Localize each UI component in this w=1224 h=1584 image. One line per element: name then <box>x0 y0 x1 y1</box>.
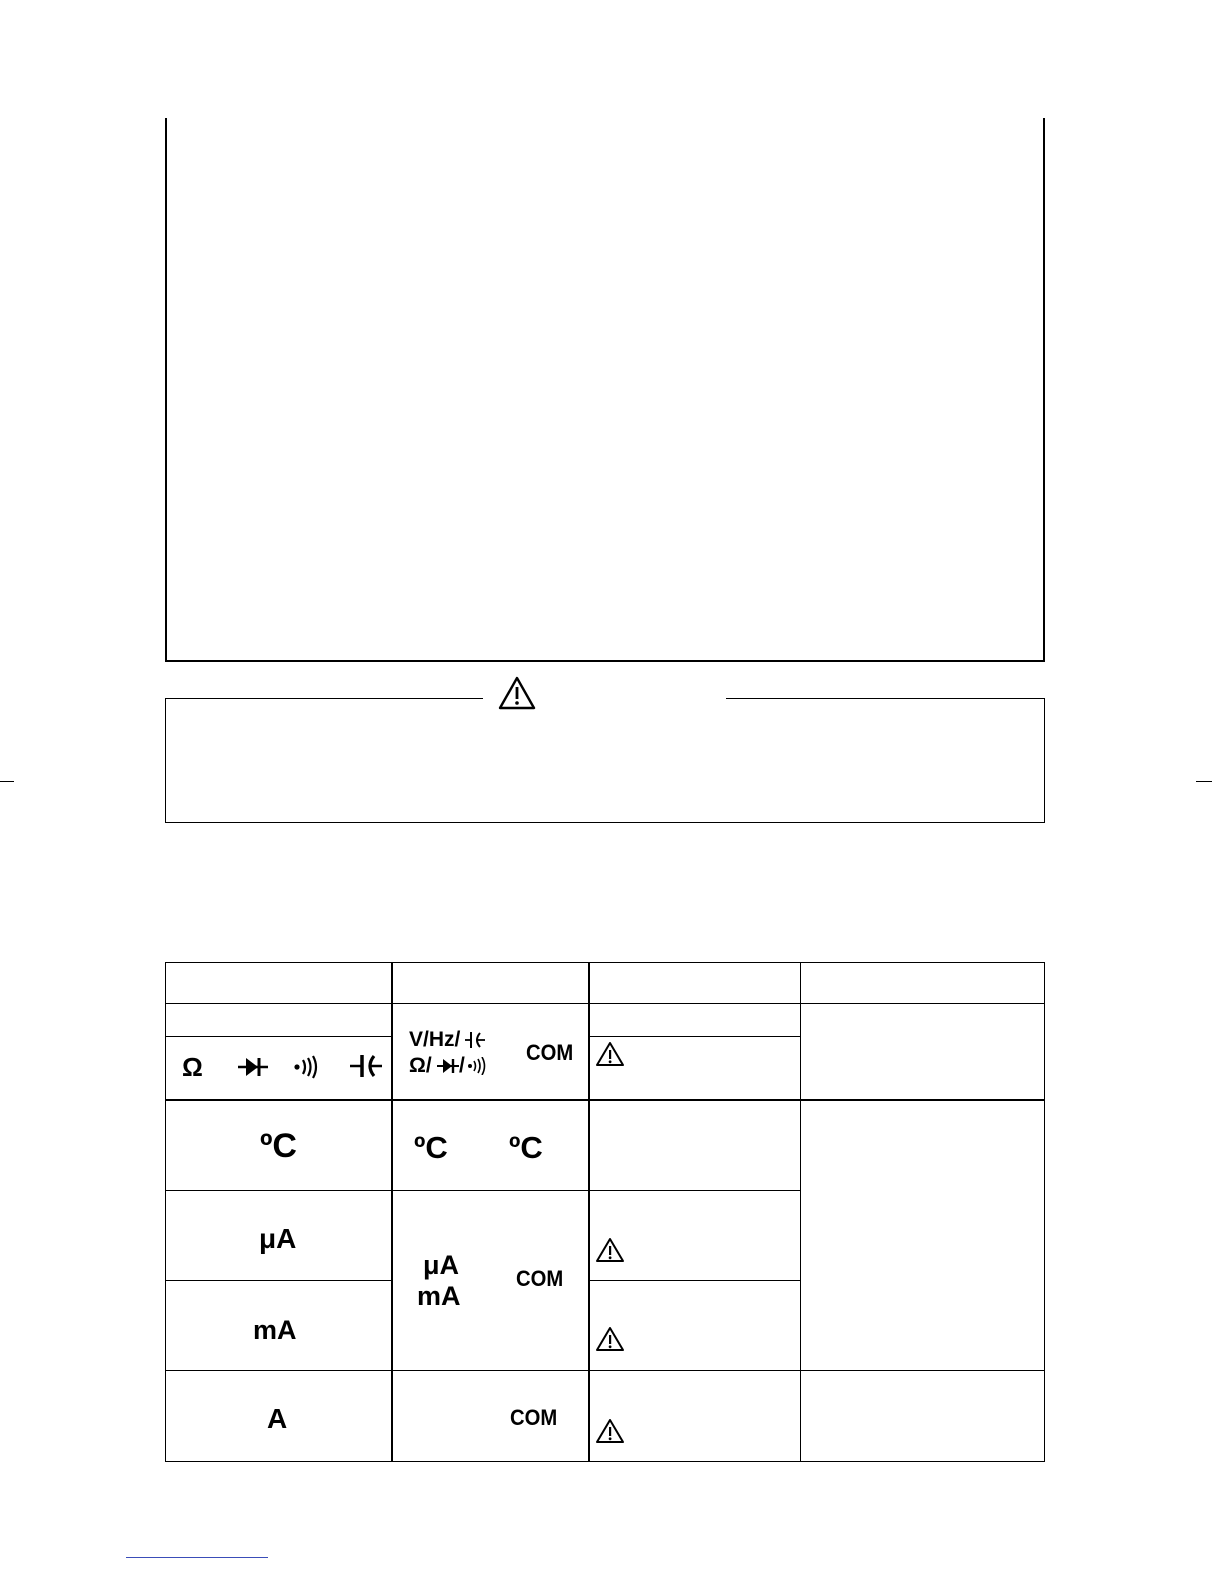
table-col-sep-2 <box>588 962 590 1462</box>
table-row3-bottom-rule-b <box>589 1280 801 1281</box>
terminal-microamps: μA <box>423 1250 460 1280</box>
warning-triangle-icon <box>595 1237 625 1263</box>
table-col-sep-1 <box>391 962 393 1462</box>
terminal-label-ohm: Ω/ <box>409 1054 432 1077</box>
warning-triangle-icon <box>595 1041 625 1067</box>
top-frame-right-border <box>1043 118 1045 662</box>
capacitance-icon <box>465 1031 485 1049</box>
terminal-com: COM <box>526 1040 574 1065</box>
terminal-temp-right: ºC <box>509 1130 543 1165</box>
terminal-slash: / <box>459 1054 465 1077</box>
warning-box-right-border <box>1044 698 1045 823</box>
capacitance-icon <box>350 1054 382 1078</box>
table-header-rule <box>165 1003 1045 1004</box>
table-row3-bottom-rule-a <box>165 1280 392 1281</box>
terminal-table <box>165 962 1045 1462</box>
table-row1-sub-rule-a <box>165 1036 392 1037</box>
warning-triangle-icon <box>498 676 536 710</box>
table-border-right <box>1044 962 1045 1462</box>
terminal-com: COM <box>510 1405 558 1430</box>
terminal-milliamps: mA <box>417 1281 461 1311</box>
table-border-top <box>165 962 1045 963</box>
warning-box-top-border-left <box>165 698 483 699</box>
warning-box-top-border-right <box>726 698 1045 699</box>
continuity-buzzer-icon <box>467 1057 487 1075</box>
terminal-temp-left: ºC <box>414 1130 448 1165</box>
table-row2-bottom-rule <box>165 1190 801 1191</box>
warning-triangle-icon <box>595 1326 625 1352</box>
table-border-left <box>165 962 166 1462</box>
crop-mark-left <box>0 781 14 782</box>
table-border-bottom <box>165 1461 1045 1462</box>
warning-triangle-icon <box>595 1418 625 1444</box>
function-amps: A <box>267 1403 288 1434</box>
table-row4-bottom-rule <box>165 1370 1045 1371</box>
ohm-symbol: Ω <box>182 1052 203 1082</box>
table-row1-sub-rule-b <box>589 1036 801 1037</box>
table-col-sep-3 <box>800 962 801 1462</box>
table-row1-bottom-rule <box>165 1099 1045 1101</box>
warning-box-left-border <box>165 698 166 823</box>
crop-mark-right <box>1196 781 1212 782</box>
diode-icon <box>238 1056 268 1078</box>
function-milliamps: mA <box>253 1315 297 1345</box>
terminal-label-v-hz: V/Hz/ <box>409 1028 461 1051</box>
continuity-buzzer-icon <box>293 1055 319 1079</box>
footer-link-underline[interactable] <box>126 1557 268 1558</box>
terminal-com: COM <box>516 1266 564 1291</box>
function-microamps: μA <box>259 1223 297 1254</box>
top-frame-bottom-border <box>165 660 1045 662</box>
function-temperature: ºC <box>260 1127 297 1165</box>
diode-icon <box>437 1057 459 1075</box>
warning-box-bottom-border <box>165 822 1045 823</box>
top-frame-left-border <box>165 118 167 662</box>
